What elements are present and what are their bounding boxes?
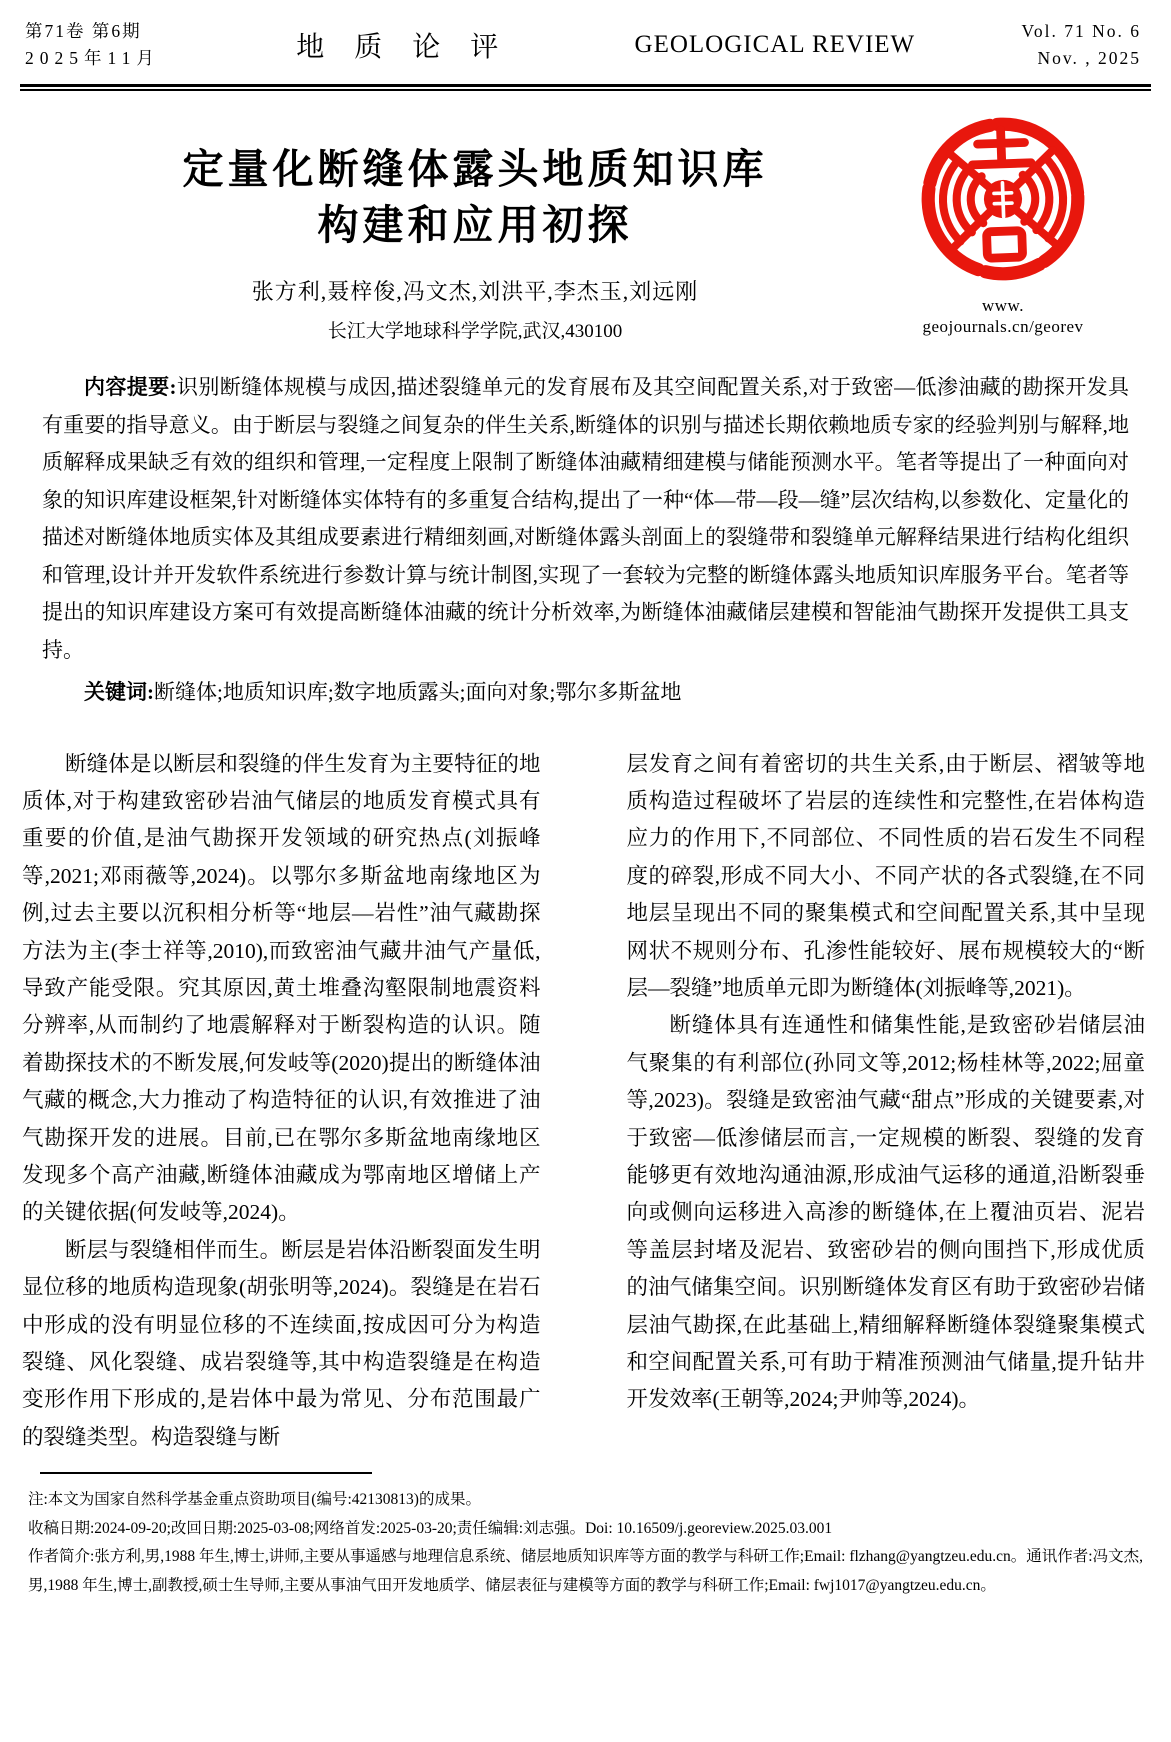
footnotes <box>0 1486 1171 1600</box>
paragraph: 层发育之间有着密切的共生关系,由于断层、褶皱等地质构造过程破坏了岩层的连续性和完整性,在岩体构造应力的作用下,不同部位、不同性质的岩石发生不同程度的碎裂,形成不同大小、不同产状的各式裂缝,在不同地层呈现出不同的聚集模式和空间配置关系,其中呈现网状不规则分布、孔渗性能较好、展布规模较大的“断层—裂缝”地质单元即为断缝体(刘振峰等,2021)。 <box>626 751 1145 1000</box>
body-columns <box>0 746 1171 1457</box>
journal-title-cn: 地质论评 <box>296 32 529 63</box>
journal-seal-icon <box>915 108 1091 290</box>
affiliation: 长江大学地球科学学院,武汉,430100 <box>327 321 623 342</box>
authors: 张方利,聂梓俊,冯文杰,刘洪平,李杰玉,刘远刚 <box>251 279 699 304</box>
footnote-dates-doi: 收稿日期:2024-09-20;改回日期:2025-03-08;网络首发:2025-03-20;责任编辑:刘志强。Doi: 10.16509/j.georeview.2025.03.001 <box>28 1519 833 1537</box>
keywords-label: 关键词: <box>84 680 154 704</box>
abstract-label: 内容提要: <box>84 375 177 399</box>
keywords-text: 断缝体;地质知识库;数字地质露头;面向对象;鄂尔多斯盆地 <box>154 680 682 704</box>
journal-seal <box>853 108 1153 337</box>
footnote-author-bio: 作者简介:张方利,男,1988 年生,博士,讲师,主要从事遥感与地理信息系统、储层地质知识库等方面的教学与科研工作;Email: flzhang@yangtzeu.edu.cn。通讯作者:冯文杰,男,1988 年生,博士,副教授,硕士生导师,主要从事油气田开发地质学、储层表征与建模等方面的教学与科研工作;Email: fwj1017@yangtzeu.edu.cn。 <box>28 1548 1143 1594</box>
header-divider <box>20 84 1151 91</box>
issue-info-en <box>1021 18 1141 72</box>
issue-date-en: Nov. , 2025 <box>1037 48 1141 68</box>
title-area <box>25 141 925 343</box>
journal-header <box>0 0 1171 72</box>
seal-url-line1: www. <box>982 296 1024 315</box>
right-column <box>627 746 1146 1457</box>
issue-date-cn: 2025年11月 <box>25 48 160 68</box>
paragraph: 断层与裂缝相伴而生。断层是岩体沿断裂面发生明显位移的地质构造现象(胡张明等,2024)。裂缝是在岩石中形成的没有明显位移的不连续面,按成因可分为构造裂缝、风化裂缝、成岩裂缝等,其中构造裂缝是在构造变形作用下形成的,是岩体中最为常见、分布范围最广的裂缝类型。构造裂缝与断 <box>22 1237 541 1449</box>
keywords <box>42 674 1129 712</box>
footnote-grant: 注:本文为国家自然科学基金重点资助项目(编号:42130813)的成果。 <box>28 1491 481 1509</box>
paragraph: 断缝体具有连通性和储集性能,是致密砂岩储层油气聚集的有利部位(孙同文等,2012;杨桂林等,2022;屈童等,2023)。裂缝是致密油气藏“甜点”形成的关键要素,对于致密—低渗储层而言,一定规模的断裂、裂缝的发育能够更有效地沟通油源,形成油气运移的通道,沿断裂垂向或侧向运移进入高渗的断缝体,在上覆油页岩、泥岩等盖层封堵及泥岩、致密砂岩的侧向围挡下,形成优质的油气储集空间。识别断缝体发育区有助于致密砂岩储层油气勘探,在此基础上,精细解释断缝体裂缝聚集模式和空间配置关系,可有助于精准预测油气储量,提升钻井开发效率(王朝等,2024;尹帅等,2024)。 <box>626 1013 1145 1412</box>
journal-title-en: GEOLOGICAL REVIEW <box>634 31 916 58</box>
abstract-text: 识别断缝体规模与成因,描述裂缝单元的发育展布及其空间配置关系,对于致密—低渗油藏的勘探开发具有重要的指导意义。由于断层与裂缝之间复杂的伴生关系,断缝体的识别与描述长期依赖地质专家的经验判别与解释,地质解释成果缺乏有效的组织和管理,一定程度上限制了断缝体油藏精细建模与储能预测水平。笔者等提出了一种面向对象的知识库建设框架,针对断缝体实体特有的多重复合结构,提出了一种“体—带—段—缝”层次结构,以参数化、定量化的描述对断缝体地质实体及其组成要素进行精细刻画,对断缝体露头剖面上的裂缝带和裂缝单元解释结果进行结构化组织和管理,设计并开发软件系统进行参数计算与统计制图,实现了一套较为完整的断缝体露头地质知识库服务平台。笔者等提出的知识库建设方案可有效提高断缝体油藏的统计分析效率,为断缝体油藏储层建模和智能油气勘探开发提供工具支持。 <box>42 375 1129 662</box>
left-column <box>22 746 541 1457</box>
article-title-line2: 构建和应用初探 <box>317 202 633 248</box>
footnote-divider <box>40 1472 372 1474</box>
paragraph: 断缝体是以断层和裂缝的伴生发育为主要特征的地质体,对于构建致密砂岩油气储层的地质发育模式具有重要的价值,是油气勘探开发领域的研究热点(刘振峰等,2021;邓雨薇等,2024)。以鄂尔多斯盆地南缘地区为例,过去主要以沉积相分析等“地层—岩性”油气藏勘探方法为主(李士祥等,2010),而致密油气藏井油气产量低,导致产能受限。究其原因,黄土堆叠沟壑限制地震资料分辨率,从而制约了地震解释对于断裂构造的认识。随着勘探技术的不断发展,何发岐等(2020)提出的断缝体油气藏的概念,大力推动了构造特征的认识,有效推进了油气勘探开发的进展。目前,已在鄂尔多斯盆地南缘地区发现多个高产油藏,断缝体油藏成为鄂南地区增储上产的关键依据(何发岐等,2024)。 <box>22 751 541 1225</box>
issue-volume-cn: 第71卷 第6期 <box>25 21 142 41</box>
issue-volume-en: Vol. 71 No. 6 <box>1021 21 1141 41</box>
issue-info-cn <box>25 18 160 72</box>
abstract <box>42 369 1129 669</box>
seal-url-line2: geojournals.cn/georev <box>922 317 1084 336</box>
article-title-line1: 定量化断缝体露头地质知识库 <box>182 146 768 192</box>
